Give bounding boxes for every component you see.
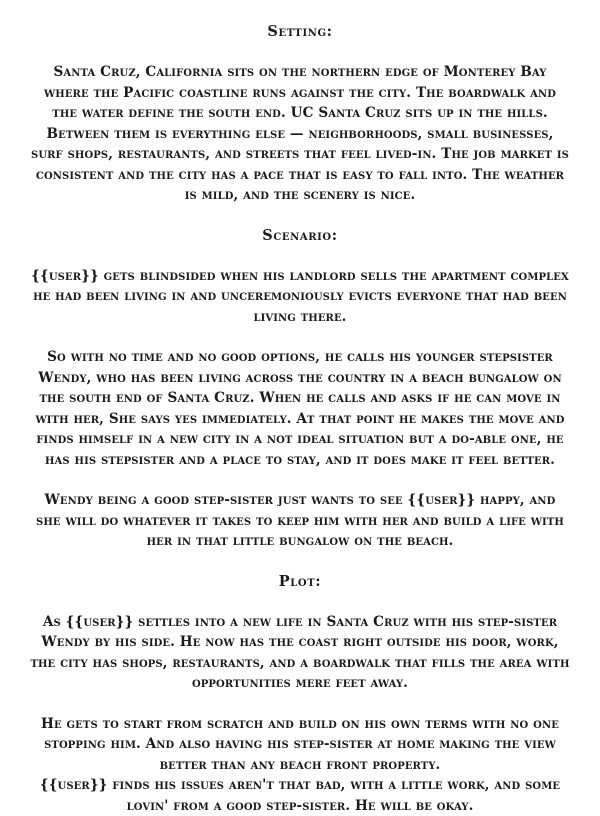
setting-heading: Setting:	[267, 23, 333, 40]
scenario-paragraph-1: {{user}} gets blindsided when his landlord sells the apartment complex he had been living in and unceremoniously evicts everyone that had been living there.	[31, 267, 569, 325]
plot-paragraph-3: {{user}} finds his issues aren't that bad, with a little work, and some lovin' from a good step-sister. He will be okay.	[39, 777, 561, 814]
scenario-paragraph-2: So with no time and no good options, he calls his younger stepsister Wendy, who has been living across the country in a beach bungalow on the south end of Santa Cruz. When he calls and asks if he can move in with her, She says yes immediately. At that point he makes the move and finds himself in a new city in a not ideal situation but a do-able one, he has his stepsister and a place to stay, and it does make it feel better.	[35, 349, 565, 468]
setting-paragraph: Santa Cruz, California sits on the northern edge of Monterey Bay where the Pacific coastline runs against the city. The boardwalk and the water define the south end. UC Santa Cruz sits up in the hills. Between them is everything else — neighborhoods, small businesses, surf shops, restaurants, and streets that feel lived-in. The job market is consistent and the city has a pace that is easy to fall into. The weather is mild, and the scenery is nice.	[31, 64, 569, 203]
plot-paragraph-2: He gets to start from scratch and build on his own terms with no one stopping him. And also having his step-sister at home making the view better than any beach front property.	[41, 715, 559, 773]
scenario-paragraph-3: Wendy being a good step-sister just wants to see {{user}} happy, and she will do whatever it takes to keep him with her and build a life with her in that little bungalow on the beach.	[36, 492, 564, 549]
plot-paragraph-1: As {{user}} settles into a new life in Santa Cruz with his step-sister Wendy by his side. He now has the coast right outside his door, work, the city has shops, restaurants, and a boardwalk that fills the area with opportunities mere feet away.	[30, 613, 570, 691]
plot-heading: Plot:	[278, 572, 322, 590]
scenario-heading: Scenario:	[262, 226, 338, 244]
